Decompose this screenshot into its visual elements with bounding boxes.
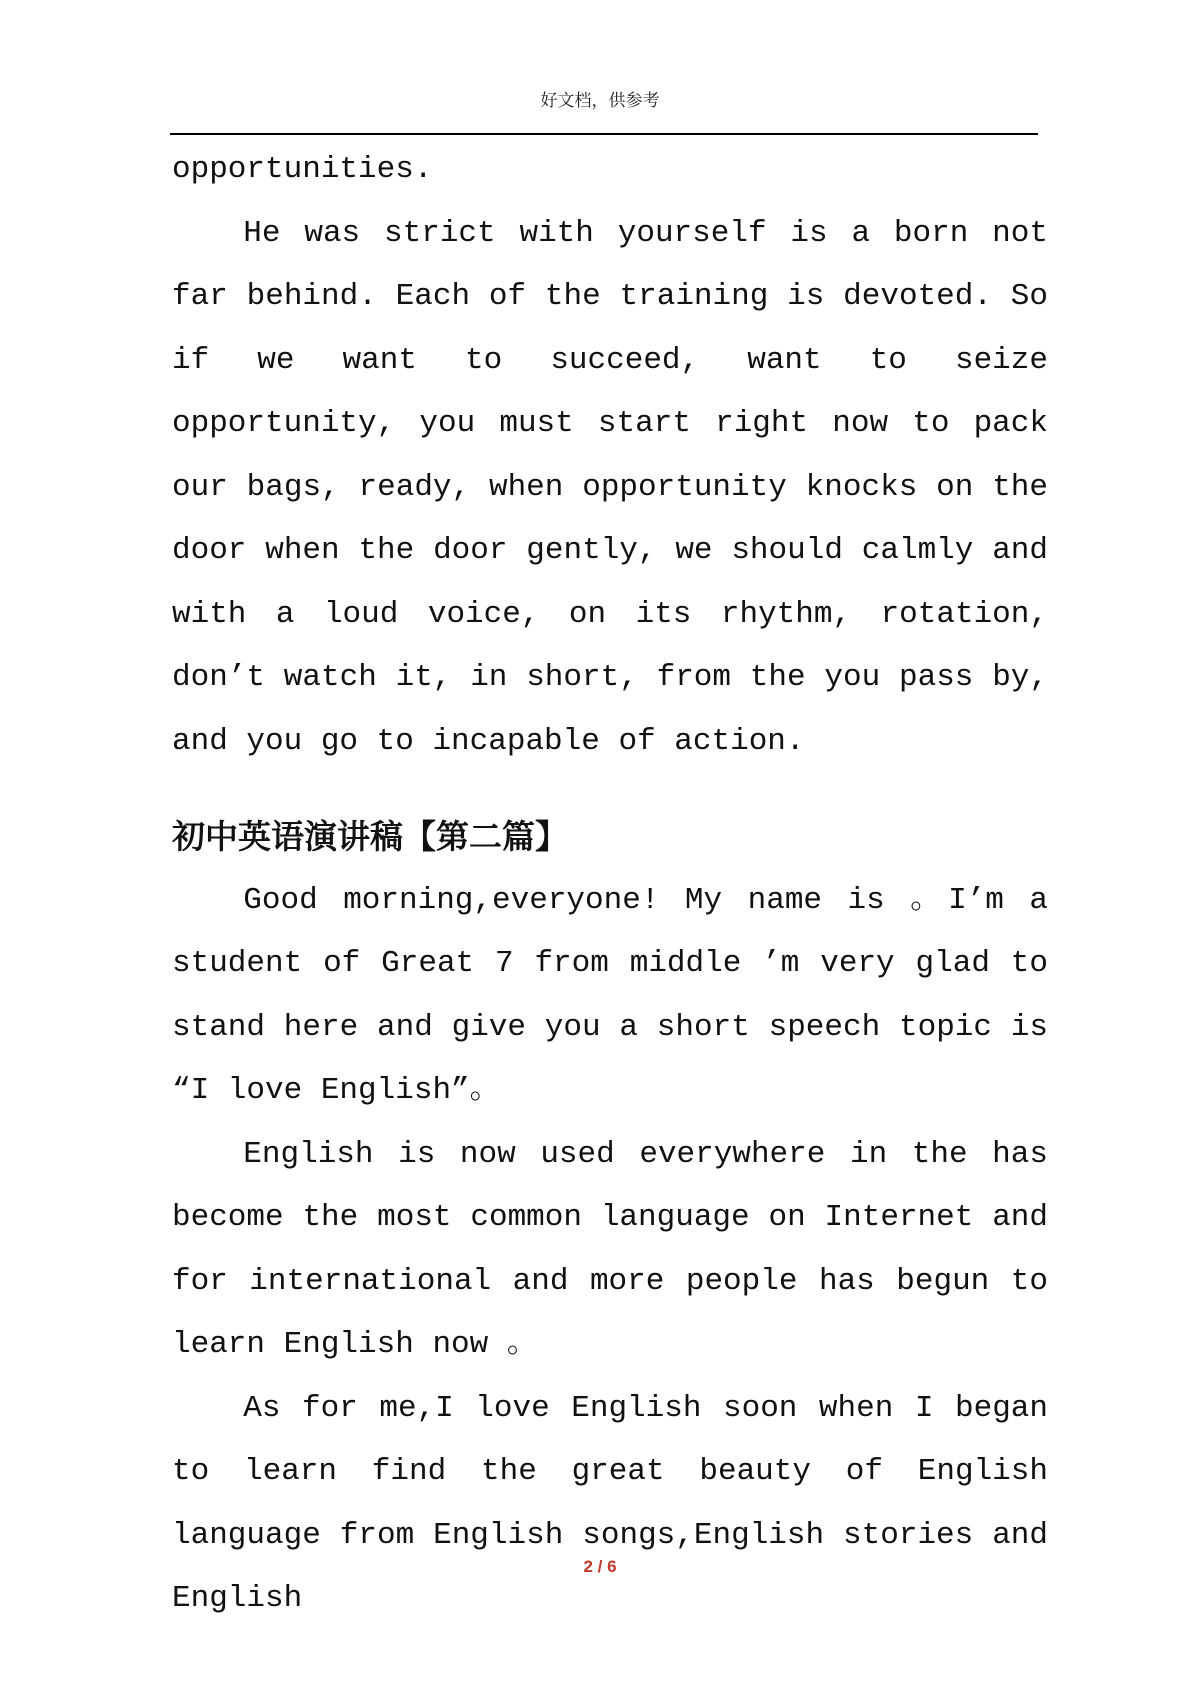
page-header: 好文档，供参考 — [540, 91, 660, 111]
paragraph-2: He was strict with yourself is a born not far behind. Each of the training is devoted. So if we want to succeed, want to seize opportunity, you must start right now to pack our bags, ready, when opportunity knocks on the door when the door gently, we should calmly and with a loud voice, on its rhythm, rotation, don’t watch it, in short, from the you pass by, and you go to incapable of action. — [172, 215, 1048, 759]
paragraph-3: Good morning,everyone! My name is 。I’m a student of Great 7 from middle ’m very glad to stand here and give you a short speech topic is “I love English”。 — [172, 882, 1048, 1108]
header-divider — [170, 133, 1038, 135]
paragraph-5: As for me,I love English soon when I began to learn find the great beauty of English language from English songs,English stories and English — [172, 1390, 1048, 1616]
document-body — [172, 138, 1048, 1631]
section-heading: 初中英语演讲稿【第二篇】 — [172, 817, 568, 856]
paragraph-4: English is now used everywhere in the has become the most common language on Internet and for international and more people has begun to learn English now 。 — [172, 1136, 1048, 1362]
page-number: 2 / 6 — [583, 1557, 617, 1576]
paragraph-1: opportunities. — [172, 152, 433, 187]
